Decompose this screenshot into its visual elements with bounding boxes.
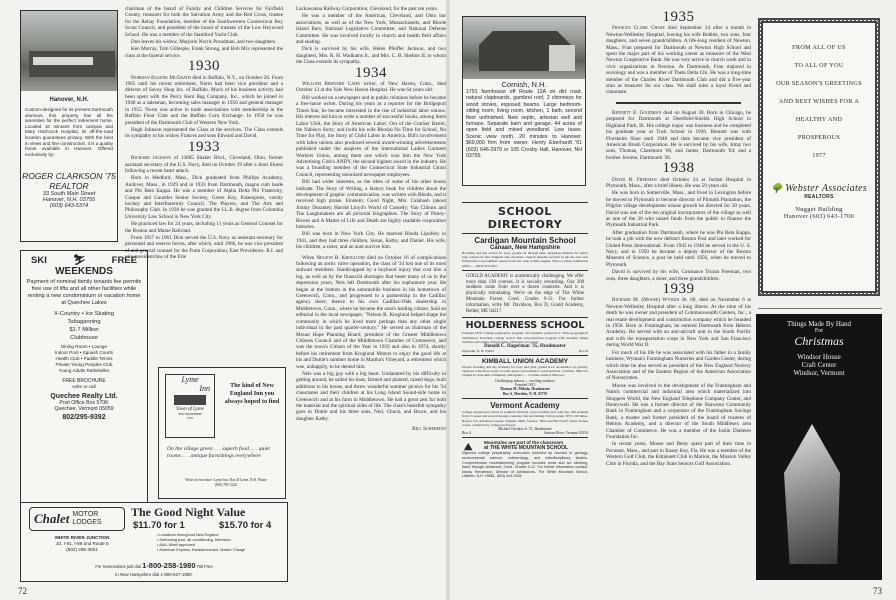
webster-associates-ad — [758, 18, 880, 296]
reservation-label: For reservations just dial — [95, 564, 141, 569]
obit-text: died September 24 after a month in Newton-Wellesley Hospital, leaving his wife Bobbie, two sons, four daughters, and seven grandchildren. A life-long resident of Newton, Mass., Fran prepared for Dartmouth at Newton High School and spent the major part of his working career as treasurer of the West Newton Cooperative Bank. He was very active in church work and in civic organizations in Newton. At Dartmouth, Fran majored in sociology and was a member of Theta Delta Chi. He was a long-time member of the Charles River Dartmouth Club and did a five-year stint as treasurer for our class. We shall miss a loyal friend and classmate. — [606, 25, 752, 96]
chalet-bullets: • Locations throughout New England • Swimming pool, air conditioning, television • AAA, Mobil approved • American Express, BankAmericard, Master Charge — [157, 533, 246, 552]
obit-text: For much of his life he was associated with his father in a family business, Wyman's Framingham Nurseries and Garden Center, during which time he also served as president of the New England Nursery Association and of the Eastern Region of the American Association of Nurserymen. — [606, 349, 751, 382]
bullet-item: Swimming pool, air conditioning, television — [159, 538, 231, 542]
chalet-headline: The Good Night Value — [131, 505, 246, 519]
chalet-lodges: LODGES — [72, 519, 102, 526]
quechee-amenities — [21, 344, 147, 374]
page-number-right: 73 — [873, 586, 882, 596]
obituaries-column-c — [606, 9, 752, 468]
chalet-location: WHITE RIVER JUNCTION — [54, 535, 110, 540]
lyme-headline: The kind of New England Inn you always hoped to find — [224, 382, 280, 405]
school-town: Saxtons River, Vermont 05154 — [543, 431, 588, 436]
hanover-house-photo — [21, 11, 117, 91]
chalet-phone: (802) 295-3051 — [66, 547, 98, 552]
obit-text: In recent years, Moose and Betsy spent part of their time in Pocasset, Mass., and part in Kasey Key, Fla. He was a member of the Western Golf Club, the Kittansett Club in Marion, the Mission Valley Club in Florida, and the Bay State Seniors Golf Association. — [606, 441, 751, 467]
greeting-line: PROSPEROUS — [797, 134, 841, 141]
obit-name: Nelson B. Kroglund — [316, 254, 365, 261]
school-box: Box A, Meriden, N. H. 03770 — [502, 391, 548, 396]
greeting-line: HEALTHY AND — [795, 116, 843, 123]
amenity: Indoor Pool • Squash Courts — [54, 350, 114, 355]
page-73 — [450, 0, 896, 600]
quechee-town: Quechee, Vermont 05059 — [54, 406, 114, 412]
quechee-line3: $1.7 Million — [69, 327, 99, 333]
school-body: Private boarding and day academy for boys and girls, grades 9-12. Academics top priority balanced with three levels of team sports and extensive extracurricular activities. 800-acre campus in close-knit community atmosphere — 12 miles south of Hanover. — [462, 365, 588, 378]
obituaries-column-b: Lackawanna Railway Corporation, Cleveland, for the past ten years. He was a member of the American, Cleveland, and Ohio bar associations, as well as of the New York, Massachusetts, and Rhode Island Bars; National Legislative Committee; and National Defense Committee. He was involved locally in church and health field affairs and skating. Dick is survived by his wife, Helen Pfeiffer Jackson, and two daughters, Mrs. R. H. Wadhams Jr., and Mrs. C. B. Shelton II, to whom the Class extends its sympathy. 1934 William Bernard Cahn writer, of New Haven, Conn., died October 13 at the Yale New Haven Hospital. He was 64 years old. Bill worked on a newspaper and in public relations before he became a free-lance writer. During his years as a reporter for the Bridgeport Times Star, he became interested in the rise of industrial labor unions. His interest led him to write a number of successful books, among them Labor USA, the Story of American Labor; Out of the Cracker Barrel, the Nabisco Story; and (with his wife Rhoda) No Time for School, No Time for Play, the Story of Child Labor in America. Bill's involvement with labor unions also produced several award-winning advertisements published under the auspices of the International Ladies Garment Workers Union, among them one which won him the New York Advertising Club's ANDY, the second highest award in the industry. He was a founding member of the Connecticut State Industrial Union Council, representing unionized newspaper employees. Bill had wider interests, as the titles of some of his other books indicate. The Story of Writing, a history book for children about the development of graphic communication, was written with Rhoda, and it received high praise. Einstein; Good Night, Mrs. Calabash (about Jimmy Durante); Harold Lloyd's World of Comedy; Van Cliburn and The Laughmakers are all pictorial biographies. The Story of Pitney-Bowes and A Matter of Life and Death are highly readable corporation histories. Bill was born in New York City. He married Rhoda Lipofsky in 1941, and they had three children, Susan, Kathy, and Daniel. His wife, his children, a sister, and an aunt survive him. When Nelson B. Kroglund died on October 16 of complications following an aortic valve operation, the class of '34 lost one of its most stalwart members. Handicapped by a boyhood injury that cost him a leg, as well as by the financial shortages that beset many of us in the depression years, Nels left Dartmouth after his sophomore year. He began at the bottom in the automobile business in his hometown of Greenwich, Conn., and progressed to a partnership in the Cadillac agency there, thence to his own Cadillac-Olds dealership in Middletown, Conn., where he became the area's leading citizen. Said an editorial in the local newspaper, "Nelson B. Kroglund helped shape the community in which he lived more perhaps than any other single individual in the past quarter-century." He served as chairman of the Mount Hope Planning Board, president of the Greater Middletown Citizens Council and of the Middletown Chamber of Commerce, and was the town's Citizen of the Year in 1959 and also in 1974, shortly before his retirement from Kroglund Motors to enjoy the good life at his and Dottie's summer home in Martha's Vineyard, a retirement which was, unhappily, to be denied him. Nels was a big guy with a big heart. Undaunted by his difficulty in getting around, he sailed his boat, farmed and planted, raised dogs, built additions to his house, and threw wonderful summer picnics for his '34 classmates and their children at his Long Island Sound-side home in Greenwich and at his farm in Middletown. He had a great zest for both the material and the spiritual sides of life. The class's heartfelt sympathy goes to Dottie and his three sons, Ned, Chuck, and Bruce, and his daughter Kathy. Bill Scherman — [296, 6, 447, 433]
cornish-body: 1791 farmhouse off Route 12A on dirt road, natural clapboards, gambrel roof, 2 chimneys for wood stoves, exposed beams. Large bedroom-sitting room, living room, kitchen, 1 bath, second floor unfinished. New septic, artesian well and furnace. Separate barn and garage. 44 acres of open field and mixed woodland. Low taxes. Scenic view north. 20 minutes to Hanover. $69,000 firm from owner. Henry Eberhardt '61 (603) 646-2979 or 105 Crosby Hall, Hanover, NH 03755. — [466, 89, 582, 160]
quechee-body: Payment of nominal family tenants fee permits free use of lifts and all other facilities while renting a new condominium or vacation home at Quechee Lakes — [26, 279, 142, 306]
hanover-body: Custom-designed for its present Dartmouth alumnus, this property has all the amenities for the perfect retirement home. Located 10 minutes from campus and Mary Hitchcock Hospital, its off-the-road location guarantees privacy. With the best in views and fine construction, it is a quality home available in Hanover. Offered exclusively by: — [25, 107, 113, 157]
obit-text: David is survived by his wife, Constance Truran Freeman, two sons, three daughters, a sister, and three grandchildren. — [606, 269, 751, 282]
school-name: Cardigan Mountain School — [474, 236, 576, 245]
toll-free-label: Toll Free — [196, 564, 213, 569]
obit-text: Nels was a big guy with a big heart. Undaunted by his difficulty in getting around, he sailed his boat, farmed and planted, raised dogs, built additions to his house, and threw wonderful summer picnics for his '34 classmates and their children at his Long Island Sound-side home in Greenwich and at his farm in Middletown. He had a great zest for both the material and the spiritual sides of life. The class's heartfelt sympathy goes to Dottie and his three sons, Ned, Chuck, and Bruce, and his daughter Kathy. — [296, 370, 446, 422]
hanover-realtor-ad — [20, 10, 118, 242]
webster-building: Nugget Building — [795, 206, 843, 213]
obit-name: Richard Jackson — [131, 155, 172, 162]
hanover-address2: Hanover, N.H. 03755 — [42, 197, 96, 204]
bullet-item: AAA, Mobil approved — [159, 543, 195, 547]
section-divider — [616, 102, 741, 104]
brochure-label: FREE BROCHURE — [62, 378, 106, 384]
obit-text: Lackawanna Railway Corporation, Cleveland, for the past ten years. — [296, 6, 438, 12]
hanover-caption: Hanover, N.H. — [49, 97, 89, 103]
chalet-logo — [29, 507, 125, 531]
lyme-tagline: On the village green . . . superb food . . . quiet rooms . . . antique furnishings everywhere — [167, 446, 270, 459]
reservation-number: 1-800-258-1980 — [142, 561, 196, 570]
obituaries-column-a — [125, 6, 283, 262]
school-holderness — [462, 320, 588, 353]
school-directory-title: SCHOOL DIRECTORY — [487, 205, 563, 231]
obit-text: He was a member of the American, Cleveland, and Ohio bar associations, as well as of the New York, Massachusetts, and Rhode Island Bars; National Legislative Committee; and National Defense Committee. He was involved locally in church and health field affairs and skating. — [296, 13, 446, 46]
cornish-farmhouse-photo — [463, 17, 585, 79]
cornish-farmhouse-ad — [462, 16, 586, 186]
obit-text: died on August 28. Born in Chicago, he prepared for Dartmouth at Deerfield-Shields High School in Highland Park, Ill. His college major was business and he completed his graduate year at Tuck School in 1936. Bennett was with Florsheim Shoe until 1948 and then became vice president of American Brush Corporation. He is survived by his wife, Irma; two sons, Thomas, Claremont '60, and James, Dartmouth '64; and a brother Jerome, Dartmouth '30. — [606, 109, 751, 161]
chalet-brand: Chalet — [34, 511, 70, 526]
bullet-item: American Express, BankAmericard, Master Charge — [159, 548, 246, 552]
obit-text: He was born in Somerville, Mass., and lived in Lexington before he moved to Plymouth to become director of Plimoth Plantation, the Pilgrim village development whose growth he directed for 20 years. David was one of the ten original incorporators of the village as well as one of the 20 who raised funds from the public to finance the Plymouth Industrial Park. — [606, 190, 751, 229]
coach-illustration-icon — [174, 395, 206, 405]
hanover-address1: 33 South Main Street — [42, 191, 96, 198]
logo-inn: Inn — [199, 384, 210, 393]
school-name: Vermont Academy — [490, 401, 560, 411]
obit-text: Dick is survived by his wife, Helen Pfeiffer Jackson, and two daughters, Mrs. R. H. Wadhams Jr., and Mrs. C. B. Shelton II, to whom the Class extends its sympathy. — [296, 46, 446, 66]
logo-year: 1761 — [186, 416, 194, 420]
obit-text: Ken Murray, Tom Gillespie, Frank Strong, and Bob Mix represented the class at the funeral service. — [125, 46, 283, 59]
year-heading-1930: 1930 — [188, 58, 220, 75]
greeting-line: TO ALL OF YOU — [794, 62, 844, 69]
windsor-christmas: Christmas — [794, 334, 844, 348]
school-headmaster: Thomas M. Mikula, Headmaster — [499, 387, 551, 392]
nh-number: In New Hampshire dial 1-800-527-1880. — [115, 572, 193, 577]
school-headline: at THE WHITE MOUNTAIN SCHOOL — [484, 445, 569, 452]
quechee-pobox: Post Office Box 570K — [59, 400, 109, 406]
chalet-price-single: $11.70 for 1 — [133, 520, 185, 531]
school-motto: Challenging indoors — exciting outdoors — [495, 378, 555, 383]
obit-text: 60, died on November 6 at Newton-Wellesley Hospital after a long illness. At the time of his death he was owner and president of Commonwealth Centers, Inc., a real estate development and construction company which he founded in 1958. Born in Framingham, he entered Dartmouth from Hebron Academy. He served with an anti-aircraft unit in the South Pacific and with the transportation corps in New York and San Francisco during World War II. — [606, 297, 751, 349]
quechee-phone: 802/295-9392 — [62, 414, 106, 421]
cornish-caption: Cornish, N.H. — [501, 80, 547, 89]
windsor-line4: Windsor House — [797, 353, 841, 361]
ski-label: SKI — [31, 255, 47, 266]
write-or-call: write or call — [72, 384, 96, 389]
lyme-inn-ad — [158, 367, 286, 499]
lyme-inn-logo — [165, 374, 215, 438]
webster-logo-text: Webster Associates — [785, 183, 868, 194]
chalet-motor-lodges-ad — [20, 502, 288, 582]
obit-text: Moose was involved in the development of the Framingham and Natick commercial and industrial area which materialized into Shoppers World, the New England Telephone Company Center, and Honeywell. He was a former director of the Shawmut Community Bank in Framingham and a corporator of the Framingham Savings Bank, a trustee and former president of the board of trustees of Hebron Academy, and a director of the South Middlesex area Chamber of Commerce. He was a member of the Joslin Diabetes Foundation Inc. — [606, 382, 751, 440]
free-label: FREE — [111, 255, 137, 266]
school-gould: GOULD ACADEMY is academically challenging. We offer more than 130 courses. It is socially rewarding. Our 200 students come from over a dozen countries. And it is physically stimulating. We're on the edge of The White Mountain Forest. Coed. Grades 9-12. For further information, write Mr. Davidson, Box D, Gould Academy, Bethel, ME 04217. — [466, 273, 584, 314]
windsor-line5: Craft Center — [801, 361, 837, 369]
windsor-line1: Things Made By Hand — [787, 320, 851, 328]
school-headmaster: Michael Choukas Jr. '51, Headmaster — [498, 427, 552, 432]
skier-icon: ⛷ — [72, 255, 86, 266]
windsor-line2: For — [814, 328, 824, 334]
school-cardigan — [462, 236, 588, 268]
chalet-price-four: $15.70 for 4 — [219, 520, 272, 531]
school-name: KIMBALL UNION ACADEMY — [481, 358, 569, 365]
logo-state: NEW HAMPSHIRE — [178, 412, 202, 416]
school-box: Box D — [579, 349, 588, 353]
school-directory — [462, 200, 588, 479]
amenity: Young Adults Rathskeller — [58, 368, 110, 373]
hanover-phone: (603) 643-5374 — [49, 203, 89, 210]
year-heading-1938: 1938 — [662, 160, 695, 177]
school-headline: Mountains are part of the classroom — [484, 440, 564, 446]
obit-name: Bennett E. Goodman — [612, 109, 662, 116]
signature: Bill Scherman — [412, 426, 446, 433]
obit-text: After graduation from Dartmouth, where he was Phi Beta Kappa, he took a job with the now defunct Boston Post and later worked for United Press International. From 1943 to 1946 he served in the U. S. Navy, and in 1950 he became a deputy director of the Boston Museum of Science, a post he held until 1956, when he moved to Plymouth. — [606, 229, 751, 268]
logo-lyme: Lyme — [181, 375, 199, 384]
tree-icon: 🌳 — [770, 183, 783, 193]
year-heading-1933: 1933 — [188, 138, 220, 155]
obit-name: Frances Clark Chase — [612, 25, 665, 32]
windsor-house-ad — [756, 314, 882, 580]
quechee-realty-ad — [20, 250, 148, 503]
obit-text: Bill was born in New York City. He married Rhoda Lipofsky in 1941, and they had three children, Susan, Kathy, and Daniel. His wife, his children, a sister, and an aunt survive him. — [296, 231, 446, 251]
amenity: Private Young Peoples Club — [55, 362, 113, 367]
mountain-logo-icon: ⛰ — [464, 442, 473, 454]
greeting-year: 1977 — [812, 152, 826, 159]
logo-town: Town of Lyme — [176, 407, 204, 412]
school-white-mountain — [462, 440, 588, 479]
obit-name: Norman Eugene McGrath — [131, 74, 191, 81]
windsor-line6: Windsor, Vermont — [793, 369, 845, 377]
school-place: Canaan, New Hampshire — [489, 245, 561, 251]
school-founded: Founded 1813 — [514, 383, 536, 388]
greeting-line: OUR SEASON'S GREETINGS — [776, 80, 862, 87]
school-body: College preparatory school in southern Vermont, boys boarding and coed day. 180 students from 15 states and several foreign countries. Ski and Outing Club program. NYC 220 miles, Boston 110. Advanced courses: English, Math, Science. "Man and His World" senior lecture course conducted by college professors. — [462, 410, 588, 427]
school-headmaster: Donald C. Hagerman '35, Headmaster — [484, 344, 566, 349]
school-body: Boarding and day school for boys, grades six through nine, preparing students for senior prep schools in New England and elsewhere. Superb lakeside location in the ski area near Dartmouth. Coed summer session from late June to Mid-August. Write or phone Admission Office — (603) 523-4321. — [462, 251, 588, 268]
weekends-label: WEEKENDS — [55, 266, 113, 277]
hanover-realtor-name: ROGER CLARKSON '75 — [22, 171, 116, 182]
chalet-junction: Jct. I-91, I-89 and Route 5 — [55, 541, 109, 546]
school-town: Plymouth, N. H. 03264 — [462, 349, 494, 353]
quechee-line2: Tobaganning — [67, 319, 101, 325]
year-heading-1939: 1939 — [662, 281, 695, 298]
school-body: Vigorous college preparatory curriculum enriched by courses in geology, environmental science, meteorology, and interdisciplinary studies. Comprehensive mountaineering program includes snow and ice climbing, basic through advanced. Coed. Grades 9-12. For further information contact: Nancy Henderson, Director of Admissions, The White Mountain School, Littleton, N.H. 03561. (603) 444-2928. — [462, 451, 588, 479]
school-box: Box A — [462, 431, 472, 436]
year-heading-1935: 1935 — [662, 9, 695, 25]
obit-text: died on October 16 of complications following an aortic valve operation, the class of '34 lost one of its most stalwart members. Handicapped by a boyhood injury that cost him a leg, as well as by the financial shortages that beset many of us in the depression years, Nels left Dartmouth after his sophomore year. He began at the bottom in the automobile business in his hometown of Greenwich, Conn., and progressed to a partnership in the Cadillac agency there, thence to his own Cadillac-Olds dealership in Middletown, Conn., where he became the area's leading citizen. Said an editorial in the local newspaper, "Nelson B. Kroglund helped shape the community in which he lived more perhaps than any other single individual in the past quarter-century." He served as chairman of the Mount Hope Planning Board, president of the Greater Middletown Citizens Council and of the Middletown Chamber of Commerce, and was the town's Citizen of the Year in 1959 and also in 1974, shortly before his retirement from Kroglund Motors to enjoy the good life at his and Dottie's summer home in Martha's Vineyard, a retirement which was, unhappily, to be denied him. — [296, 254, 447, 370]
page-number-left: 72 — [18, 586, 27, 596]
year-heading-1934: 1934 — [355, 64, 387, 81]
obit-name: Richard M. (Moose) Wyman Jr. — [612, 297, 688, 304]
obit-text: chairman of the board of Family and Children Services for Fairfield County, treasurer for both the Salvation Army and the Red Cross, trustee for the Rehay Foundation, member of the Southwestern Connecticut Boy Scout Council, and president of the board of trustees of the Low Heywood School. He was a member of the Stamford Yacht Club. — [125, 6, 283, 38]
webster-logo — [763, 183, 875, 194]
obit-text: Bill had wider interests, as the titles of some of his other books indicate. The Story of Writing, a history book for children about the development of graphic communication, was written with Rhoda, and it received high praise. Einstein; Good Night, Mrs. Calabash (about Jimmy Durante); Harold Lloyd's World of Comedy; Van Cliburn and The Laughmakers are all pictorial biographies. The Story of Pitney-Bowes and A Matter of Life and Death are highly readable corporation histories. — [296, 179, 446, 230]
obit-text: died October 24 at Jordan Hospital in Plymouth, Mass., after a brief illness. He was 59 years old. — [606, 176, 751, 189]
webster-phone: Hanover (603) 643-1700 — [783, 213, 855, 220]
amenity: Dining Room • Lounge — [60, 344, 108, 349]
chalet-motor: MOTOR — [72, 511, 99, 518]
amenity: Health Club • Paddle Tennis — [55, 356, 113, 361]
school-body: Founded 1879. College preparatory program. 210 students, grades 9-12. Wide geographical distribution. Excellent college record. Full extracurricular program with excellent skiing facilities and outing club program. Catalogue on request. — [462, 331, 588, 344]
lyme-contact: Write for brochure: Lyme Inn, Box D Lyme, N.H. Phone (603) 795-2222 — [185, 478, 267, 487]
obit-text: Born in Medford, Mass., Dick graduated from Phillips Academy, Andover, Mass., in 1929 and in 1933 from Dartmouth, magna cum laude and Phi Beta Kappa. He was a member of Alpha Delta Phi Fraternity, Casque and Gauntlet Senior Society, Green Key, Palaeopitus, varsity hockey and Interfraternity Council, The Players, and The Arts and Philosophy Club. In 1938 he was granted the LL.B. degree from Columbia University Law School in New York City. — [125, 175, 283, 220]
obit-text: Don leaves his widow, Marjorie Norris Proudman, and two daughters. — [131, 39, 277, 46]
obit-text: He practiced law for 24 years, including 11 years as General Counsel for the Boston and Maine Railroad. — [125, 221, 283, 234]
page-72 — [0, 0, 446, 600]
divider — [758, 308, 882, 309]
webster-realtors: REALTORS — [804, 194, 834, 200]
obit-text: died in Buffalo, N.Y., on October 26. From 1965 until his recent retirement, Norm had been vice president and a director of Savoy Shop Inc. of Buffalo. Much of his business activity had been spent with the Percy Kent Bag Company, Inc., which he joined in 1940 as a salesman, becoming sales manager in 1950 and general manager in 1955. Norm was active in trade associations with membership in the Buffalo Flour Club and the Buffalo Corn Exchange. In 1950 he was president of the Dartmouth Club of Western New York. — [125, 74, 283, 126]
obit-text: Bill worked on a newspaper and in public relations before he became a free-lance writer. During his years as a reporter for the Bridgeport Times Star, he became interested in the rise of industrial labor unions. His interest led him to write a number of successful books, among them Labor USA, the Story of American Labor; Out of the Cracker Barrel, the Nabisco Story; and (with his wife Rhoda) No Time for School, No Time for Play, the Story of Child Labor in America. Bill's involvement with labor unions also produced several award-winning advertisements published under the auspices of the International Ladies Garment Workers Union, among them one which won him the New York Advertising Club's ANDY, the second highest award in the industry. He was a founding member of the Connecticut State Industrial Union Council, representing unionized newspaper employees. — [296, 94, 446, 178]
greeting-line: AND BEST WISHES FOR A — [779, 98, 859, 105]
craft-house-illustration — [784, 424, 840, 564]
quechee-line1: X-Country • Ice Skating — [53, 311, 115, 317]
obit-text: Hugh Johnson represented the Class at the services. The Class extends its sympathy to his widow Frances and sons Edward and David. — [125, 126, 283, 140]
school-kimball — [462, 358, 588, 396]
school-name: HOLDERNESS SCHOOL — [465, 320, 585, 332]
quechee-line4: Clubhouse — [70, 335, 98, 341]
quechee-company: Quechee Realty Ltd. — [50, 393, 118, 400]
obit-text: From 1957 to 1961 Dick served the U.S. Navy as assistant secretary for personnel and reserve forces, after which, until 1966, he was vice president of and general counsel for the Fram Corporation, East Providence, R.I. and vice president/law of the Erie — [125, 235, 283, 261]
obit-name: David B. Freeman — [612, 176, 657, 183]
obit-name: William Bernard Cahn — [302, 81, 360, 88]
obit-text: of 13805 Shaker Blvd., Cleveland, Ohio, former assistant secretary of the U.S. Navy, died on October 19 after a short illness following a recent heart attack. — [125, 155, 283, 174]
hanover-realtor-title: REALTOR — [49, 181, 89, 192]
bullet-item: Locations throughout New England — [159, 533, 219, 537]
obit-text: writer, of New Haven, Conn., died October 13 at the Yale New Haven Hospital. He was 64 years old. — [296, 81, 446, 94]
greeting-line: FROM ALL OF US — [792, 44, 846, 51]
school-vermont-academy — [462, 401, 588, 435]
